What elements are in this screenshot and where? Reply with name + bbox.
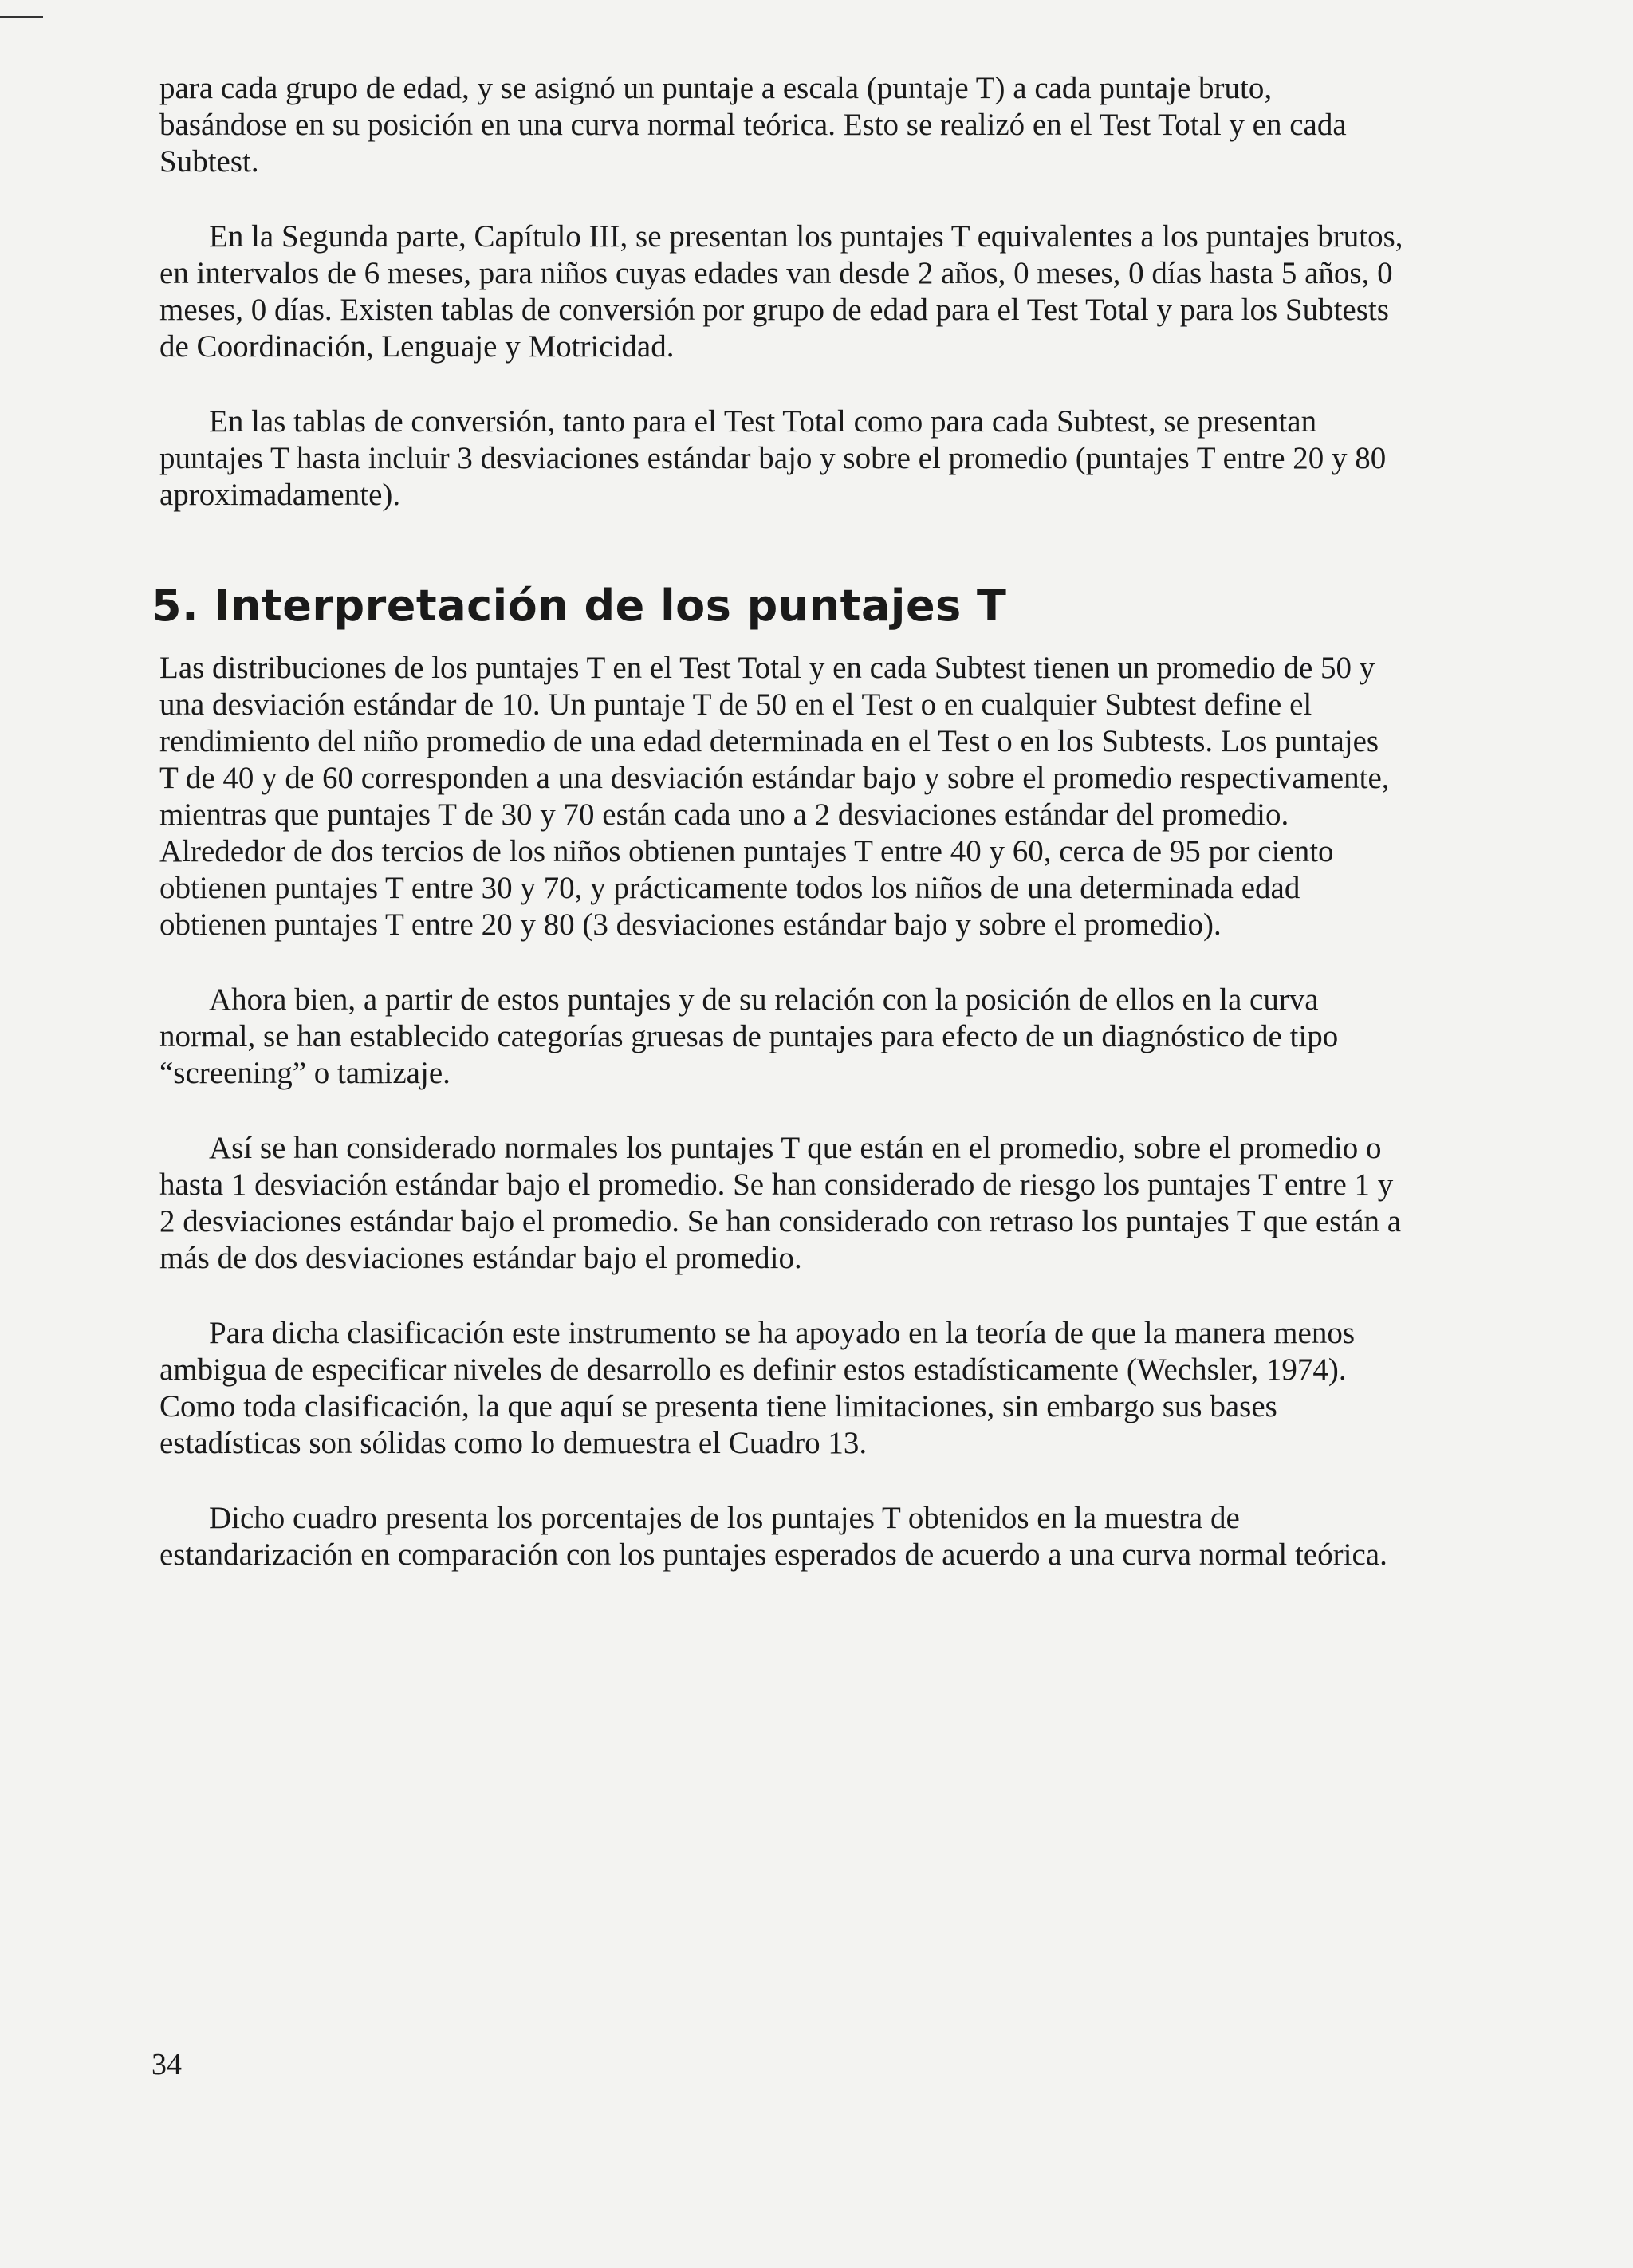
paragraph-distribuciones: Las distribuciones de los puntajes T en el Test Total y en cada Subtest tienen un promedio de 50 y una desviación estándar de 10. Un puntaje T de 50 en el Test o en cualquier Subtest define el rendimiento del niño promedio de una edad determinada en el Test o en los Subtests. Los puntajes T de 40 y de 60 corresponden a una desviación estándar bajo y sobre el promedio respectivamente, mientras que puntajes T de 30 y 70 están cada uno a 2 desviaciones estándar del promedio. Alrededor de dos tercios de los niños obtienen puntajes T entre 40 y 60, cerca de 95 por ciento obtienen puntajes T entre 30 y 70, y prácticamente todos los niños de una determinada edad obtienen puntajes T entre 20 y 80 (3 desviaciones estándar bajo y sobre el promedio).	[159, 651, 1390, 942]
page-number: 34	[151, 2048, 182, 2081]
intro-text-block	[159, 70, 1403, 514]
paragraph-segunda-parte: En la Segunda parte, Capítulo III, se presentan los puntajes T equivalentes a los puntajes brutos, en intervalos de 6 meses, para niños cuyas edades van desde 2 años, 0 meses, 0 días hasta 5 años, 0 meses, 0 días. Existen tablas de conversión por grupo de edad para el Test Total y para los Subtests de Coordinación, Lenguaje y Motricidad.	[159, 219, 1403, 364]
paragraph-categorias: Así se han considerado normales los puntajes T que están en el promedio, sobre el promedio o hasta 1 desviación estándar bajo el promedio. Se han considerado de riesgo los puntajes T entre 1 y 2 desviaciones estándar bajo el promedio. Se han considerado con retraso los puntajes T que están a más de dos desviaciones estándar bajo el promedio.	[159, 1131, 1402, 1275]
section-text-block	[159, 650, 1403, 1573]
paragraph-ahora-bien: Ahora bien, a partir de estos puntajes y de su relación con la posición de ellos en la curva normal, se han establecido categorías gruesas de puntajes para efecto de un diagnóstico de tipo “screening” o tamizaje.	[159, 982, 1339, 1090]
section-heading: 5. Interpretación de los puntajes T	[151, 581, 1007, 631]
scan-edge-mark	[0, 16, 43, 18]
paragraph-cuadro: Dicho cuadro presenta los porcentajes de los puntajes T obtenidos en la muestra de estandarización en comparación con los puntajes esperados de acuerdo a una curva normal teórica.	[159, 1501, 1387, 1572]
paragraph-tablas-conversion: En las tablas de conversión, tanto para el Test Total como para cada Subtest, se presentan puntajes T hasta incluir 3 desviaciones estándar bajo y sobre el promedio (puntajes T entre 20 y 80 aproximadamente).	[159, 404, 1387, 512]
paragraph-clasificacion: Para dicha clasificación este instrumento se ha apoyado en la teoría de que la manera menos ambigua de especificar niveles de desarrollo es definir estos estadísticamente (Wechsler, 1974). Como toda clasificación, la que aquí se presenta tiene limitaciones, sin embargo sus bases estadísticas son sólidas como lo demuestra el Cuadro 13.	[159, 1316, 1356, 1460]
paragraph-continuation: para cada grupo de edad, y se asignó un puntaje a escala (puntaje T) a cada puntaje bruto, basándose en su posición en una curva normal teórica. Esto se realizó en el Test Total y en cada Subtest.	[159, 71, 1347, 179]
